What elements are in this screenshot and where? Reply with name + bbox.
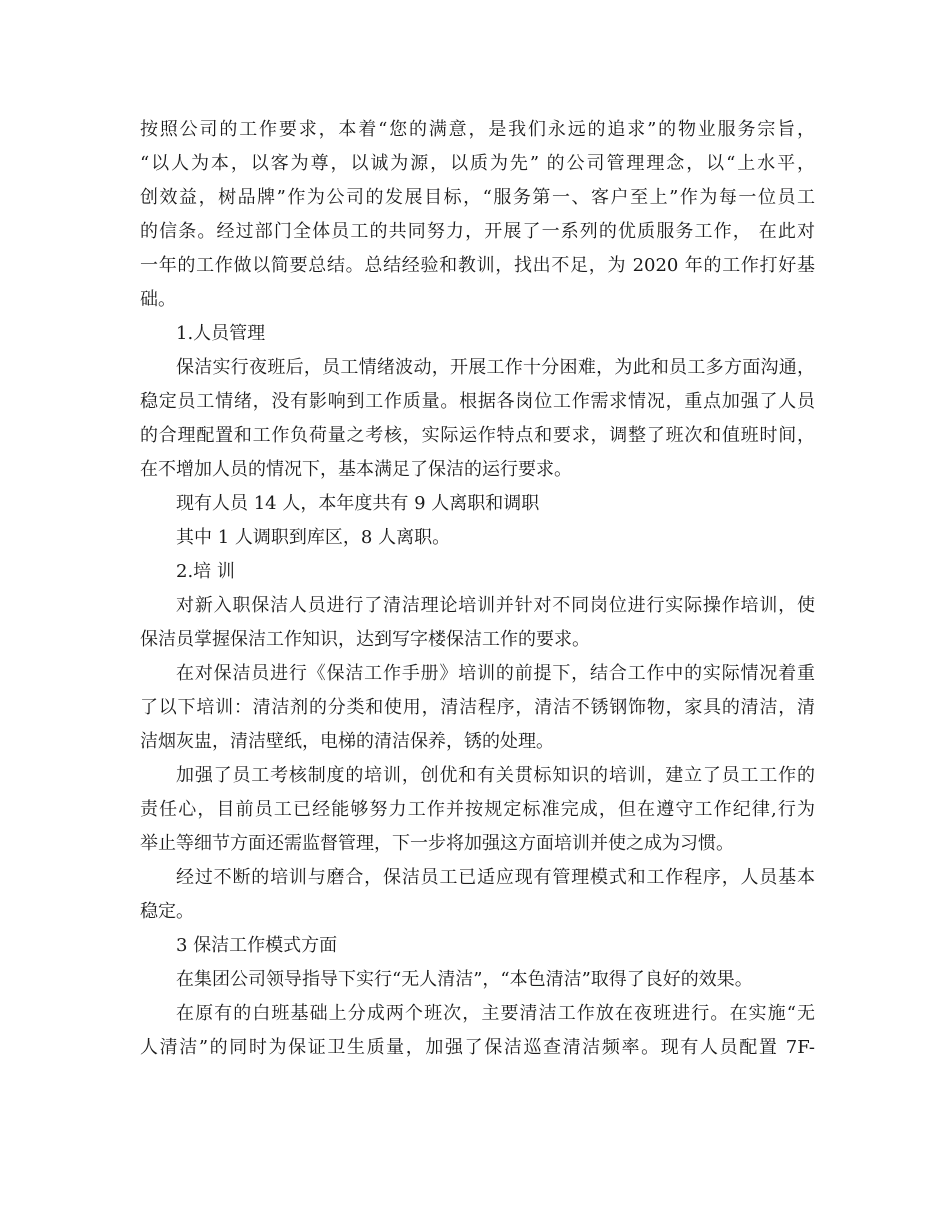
body-line-26: 在集团公司领导指导下实行“无人清洁”，“本色清洁”取得了良好的效果。: [176, 969, 753, 990]
body-line-24: 稳定。: [140, 901, 194, 922]
body-line-2: “以人为本，以客为尊，以诚为源，以质为先” 的公司管理理念，以“上水平，: [140, 153, 815, 174]
body-line-4: 的信条。经过部门全体员工的共同努力，开展了一系列的优质服务工作， 在此对: [140, 221, 815, 242]
section-heading-cleaning-mode: 3 保洁工作模式方面: [176, 935, 338, 956]
body-line-12: 现有人员 14 人，本年度共有 9 人离职和调职: [176, 493, 540, 514]
body-line-23: 经过不断的培训与磨合，保洁员工已适应现有管理模式和工作程序，人员基本: [176, 867, 815, 888]
body-line-18: 了以下培训：清洁剂的分类和使用，清洁程序，清洁不锈钢饰物，家具的清洁，清: [140, 697, 815, 718]
body-line-10: 的合理配置和工作负荷量之考核，实际运作特点和要求，调整了班次和值班时间，: [140, 425, 815, 446]
body-line-27: 在原有的白班基础上分成两个班次，主要清洁工作放在夜班进行。在实施“无: [176, 1003, 815, 1024]
section-heading-personnel: 1.人员管理: [176, 323, 266, 344]
body-line-28: 人清洁”的同时为保证卫生质量，加强了保洁巡查清洁频率。现有人员配置 7F-: [140, 1037, 815, 1058]
body-line-15: 对新入职保洁人员进行了清洁理论培训并针对不同岗位进行实际操作培训，使: [176, 595, 815, 616]
body-line-19: 洁烟灰盅，清洁壁纸，电梯的清洁保养，锈的处理。: [140, 731, 554, 752]
body-line-8: 保洁实行夜班后，员工情绪波动，开展工作十分困难，为此和员工多方面沟通，: [176, 357, 815, 378]
body-line-17: 在对保洁员进行《保洁工作手册》培训的前提下，结合工作中的实际情况着重: [176, 663, 815, 684]
body-line-6: 础。: [140, 289, 176, 310]
body-line-13: 其中 1 人调职到库区，8 人离职。: [176, 527, 451, 548]
body-line-20: 加强了员工考核制度的培训，创优和有关贯标知识的培训，建立了员工工作的: [176, 765, 815, 786]
body-line-11: 在不增加人员的情况下，基本满足了保洁的运行要求。: [140, 459, 572, 480]
body-line-1: 按照公司的工作要求，本着“您的满意，是我们永远的追求”的物业服务宗旨，: [140, 119, 815, 140]
body-line-22: 举止等细节方面还需监督管理，下一步将加强这方面培训并使之成为习惯。: [140, 833, 734, 854]
section-heading-training: 2.培 训: [176, 561, 235, 582]
document-body: [140, 113, 815, 1065]
body-line-16: 保洁员掌握保洁工作知识，达到写字楼保洁工作的要求。: [140, 629, 590, 650]
body-line-5: 一年的工作做以简要总结。总结经验和教训，找出不足，为 2020 年的工作打好基: [140, 255, 815, 276]
body-line-21: 责任心，目前员工已经能够努力工作并按规定标准完成，但在遵守工作纪律,行为: [140, 799, 815, 820]
body-line-3: 创效益，树品牌”作为公司的发展目标，“服务第一、客户至上”作为每一位员工: [140, 187, 815, 208]
body-line-9: 稳定员工情绪，没有影响到工作质量。根据各岗位工作需求情况，重点加强了人员: [140, 391, 815, 412]
